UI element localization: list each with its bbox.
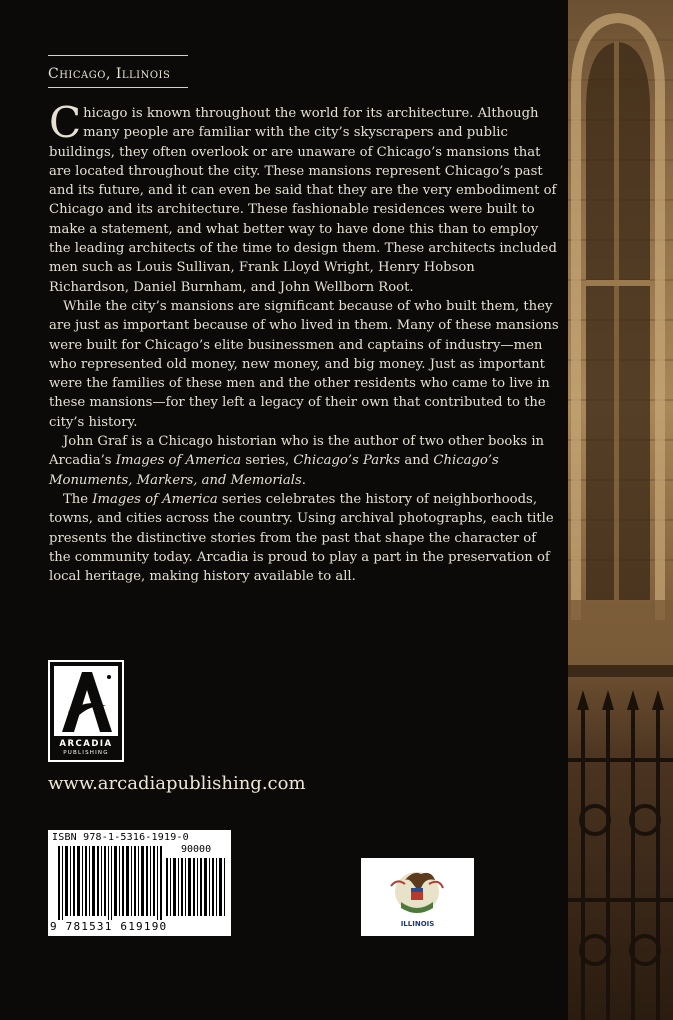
logo-sub: PUBLISHING [63,750,109,756]
p3-part-b: series, [241,453,294,469]
drop-cap: C [49,98,82,147]
p3-part-d: . [301,472,306,488]
ean-digits: 9 781531 619190 [50,920,168,933]
logo-name: ARCADIA [59,739,113,749]
book-title-parks: Chicago’s Parks [293,453,401,469]
paragraph-1 [49,98,559,297]
paragraph-3 [49,432,559,490]
p4-part-a: The [63,491,93,507]
paragraph-4 [49,490,559,586]
photo-illustration [568,0,673,1020]
top-rule [48,55,188,56]
isbn-number: ISBN 978-1-5316-1919-0 [52,832,189,843]
state-label: ILLINOIS [400,920,435,928]
publisher-url[interactable]: www.arcadiapublishing.com [48,773,306,794]
series-title-2: Images of America [92,491,218,507]
book-title-monuments: Chicago’s Monuments, Markers, and Memorials [49,453,499,488]
price-code: 90000 [181,844,212,855]
arcadia-logo [48,660,124,762]
paragraph-2: While the city’s mansions are significant because of who built them, they are just as important because of who lived in them. Many of these mansions were built for Chicago’s elite businessmen and captains of industry—men who represented old money, new money, and big money. Just as important were the families of these men and the other residents who came to live in these mansions—for they left a legacy of their own that contributed to the city’s history. [49,298,559,430]
heading-rule [48,87,188,88]
isbn-barcode [48,830,231,936]
p3-part-a: John Graf is a Chicago historian who is the author of two other books in Arcadia’s [49,434,545,469]
p4-part-b: series celebrates the history of neighborhoods, towns, and cities across the country. Using archival photographs, each title presents the distinctive stories from the past that shape the character of the community today. Arcadia is proud to play a part in the preservation of local heritage, making history available to all. [49,491,554,585]
p3-part-c: and [400,453,434,469]
location-heading: Chicago, Illinois [48,66,171,82]
paragraph-1-text: hicago is known throughout the world for its architecture. Although many people are familiar with the city’s skyscrapers and public buildings, they often overlook or are unaware of Chicago’s mansions that are located throughout the city. These mansions represent Chicago’s past and its future, and it can even be said that they are the very embodiment of Chicago and its architecture. These fashionable residences were built to make a statement, and what better way to have done this than to employ the leading architects of the time to design them. These architects included men such as Louis Sullivan, Frank Lloyd Wright, Henry Hobson Richardson, Daniel Burnham, and John Wellborn Root. [49,106,557,295]
series-title: Images of America [115,453,242,469]
blurb-text [49,98,559,586]
illinois-state-flag [361,858,474,936]
sepia-architecture-photo [568,0,673,1020]
